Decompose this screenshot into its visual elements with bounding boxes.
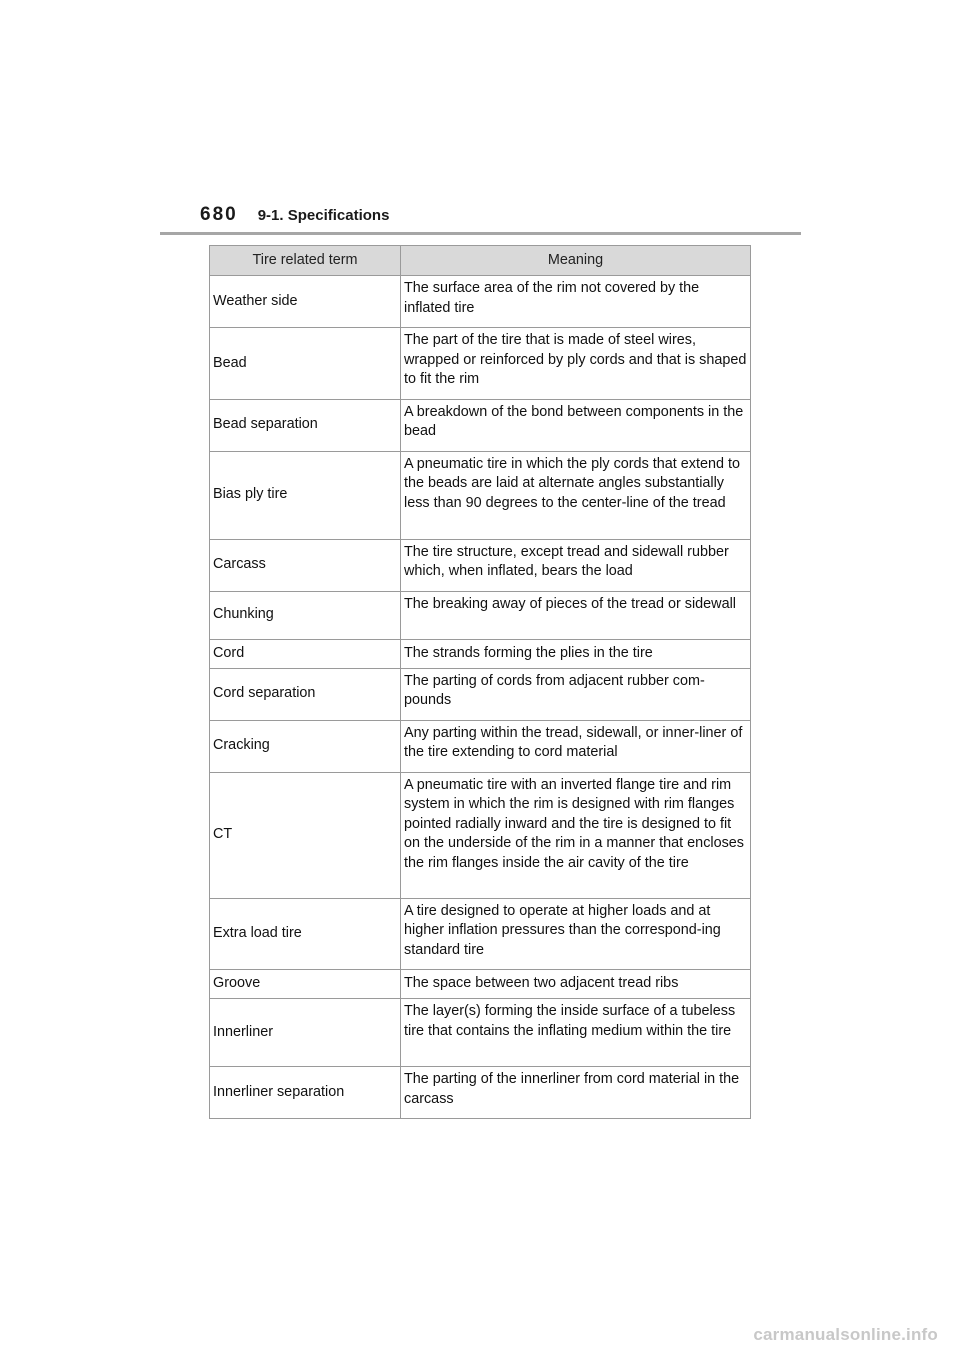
page-number: 680: [200, 204, 238, 225]
term-cell: Bias ply tire: [210, 451, 401, 539]
meaning-cell: The part of the tire that is made of steel wires, wrapped or reinforced by ply cords and that is shaped to fit the rim: [401, 328, 751, 400]
meaning-cell: The tire structure, except tread and sidewall rubber which, when inflated, bears the load: [401, 539, 751, 591]
meaning-cell: A pneumatic tire with an inverted flange tire and rim system in which the rim is designed with rim flanges pointed radially inward and the tire is designed to fit on the underside of the rim in a manner that encloses the rim flanges inside the air cavity of the tire: [401, 772, 751, 898]
site-watermark: carmanualsonline.info: [753, 1325, 938, 1344]
term-cell: Groove: [210, 970, 401, 999]
tire-terms-table: [209, 245, 751, 1119]
header-divider: [160, 232, 801, 235]
term-cell: Cord: [210, 639, 401, 668]
table-row: [210, 399, 751, 451]
table-row: [210, 1067, 751, 1119]
meaning-cell: A breakdown of the bond between components in the bead: [401, 399, 751, 451]
table-row: [210, 328, 751, 400]
meaning-cell: The parting of the innerliner from cord material in the carcass: [401, 1067, 751, 1119]
term-cell: Weather side: [210, 276, 401, 328]
meaning-cell: Any parting within the tread, sidewall, or inner-liner of the tire extending to cord material: [401, 720, 751, 772]
term-cell: CT: [210, 772, 401, 898]
section-title: 9-1. Specifications: [257, 207, 390, 224]
meaning-cell: The surface area of the rim not covered by the inflated tire: [401, 276, 751, 328]
column-header-meaning: Meaning: [401, 246, 751, 276]
term-cell: Extra load tire: [210, 898, 401, 970]
meaning-cell: A pneumatic tire in which the ply cords that extend to the beads are laid at alternate angles substantially less than 90 degrees to the center-line of the tread: [401, 451, 751, 539]
meaning-cell: The space between two adjacent tread ribs: [401, 970, 751, 999]
term-cell: Bead separation: [210, 399, 401, 451]
meaning-cell: The strands forming the plies in the tire: [401, 639, 751, 668]
table-row: [210, 970, 751, 999]
table-row: [210, 639, 751, 668]
table-row: [210, 772, 751, 898]
term-cell: Carcass: [210, 539, 401, 591]
table-row: [210, 999, 751, 1067]
term-cell: Cord separation: [210, 668, 401, 720]
table-header-row: [210, 246, 751, 276]
table-row: [210, 451, 751, 539]
meaning-cell: The parting of cords from adjacent rubber com-pounds: [401, 668, 751, 720]
term-cell: Chunking: [210, 591, 401, 639]
table-row: [210, 591, 751, 639]
meaning-cell: The layer(s) forming the inside surface of a tubeless tire that contains the inflating medium within the tire: [401, 999, 751, 1067]
page-header: [200, 204, 389, 226]
column-header-term: Tire related term: [210, 246, 401, 276]
table-row: [210, 898, 751, 970]
meaning-cell: A tire designed to operate at higher loads and at higher inflation pressures than the correspond-ing standard tire: [401, 898, 751, 970]
term-cell: Innerliner separation: [210, 1067, 401, 1119]
table-row: [210, 539, 751, 591]
meaning-cell: The breaking away of pieces of the tread or sidewall: [401, 591, 751, 639]
table-row: [210, 276, 751, 328]
term-cell: Cracking: [210, 720, 401, 772]
term-cell: Innerliner: [210, 999, 401, 1067]
table-row: [210, 720, 751, 772]
term-cell: Bead: [210, 328, 401, 400]
table-row: [210, 668, 751, 720]
